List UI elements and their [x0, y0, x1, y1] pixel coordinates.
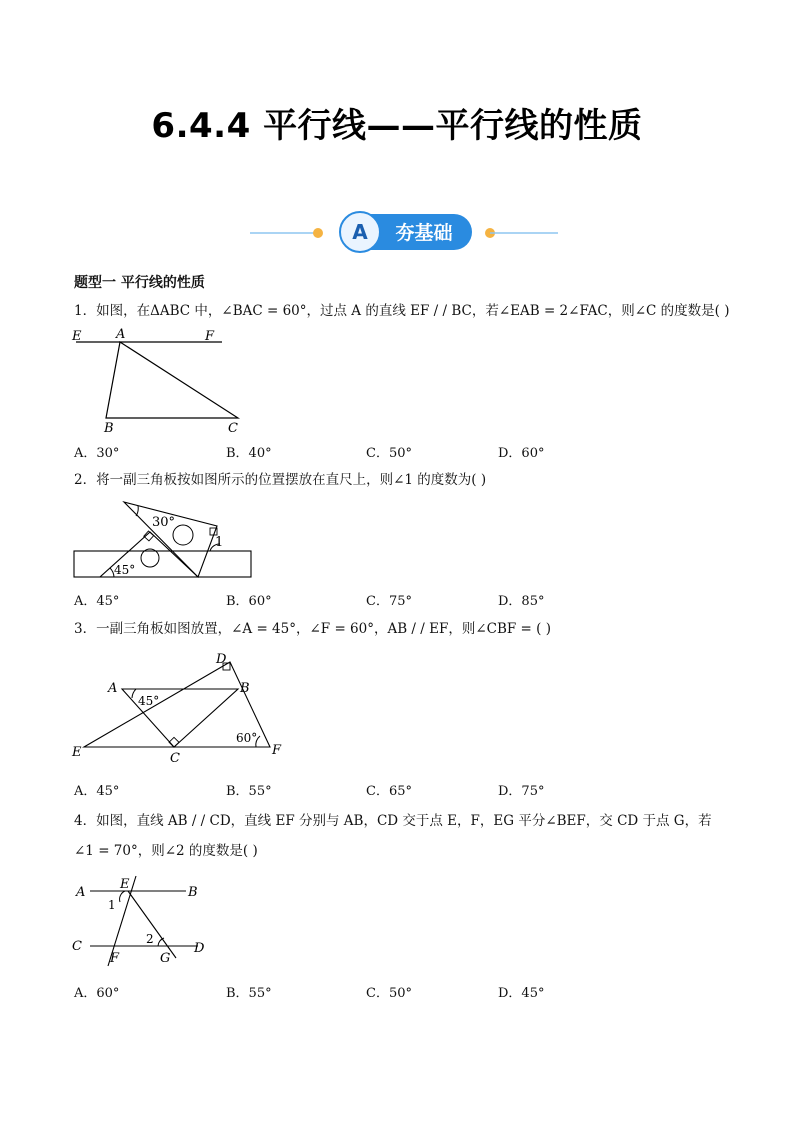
- svg-text:A: A: [116, 327, 126, 342]
- option-d[interactable]: D．60°: [498, 446, 545, 461]
- question-3-figure: [70, 648, 290, 770]
- option-c[interactable]: C．65°: [366, 784, 412, 799]
- option-b[interactable]: B．55°: [226, 784, 272, 799]
- option-d[interactable]: D．45°: [498, 986, 545, 1001]
- option-c[interactable]: C．75°: [366, 594, 412, 609]
- svg-text:G: G: [160, 951, 171, 966]
- dot-left-icon: [313, 228, 323, 238]
- option-b[interactable]: B．55°: [226, 986, 272, 1001]
- question-1-text: 1．如图，在ΔABC 中，∠BAC = 60°，过点 A 的直线 EF / / BC，若∠EAB = 2∠FAC，则∠C 的度数是( ): [74, 303, 730, 319]
- svg-text:B: B: [188, 885, 198, 900]
- svg-text:C: C: [170, 751, 180, 766]
- option-d[interactable]: D．75°: [498, 784, 545, 799]
- question-2-figure: [70, 496, 260, 582]
- svg-text:45°: 45°: [114, 563, 136, 577]
- svg-text:2: 2: [146, 932, 154, 946]
- svg-text:60°: 60°: [236, 731, 258, 745]
- question-1-figure: [70, 326, 250, 436]
- page-title: 6.4.4 平行线——平行线的性质: [151, 106, 643, 146]
- section-heading: 题型一 平行线的性质: [74, 275, 205, 291]
- svg-text:E: E: [72, 329, 82, 344]
- banner-label: 夯基础: [395, 222, 453, 244]
- svg-text:F: F: [272, 743, 282, 758]
- svg-text:B: B: [240, 681, 250, 696]
- option-d[interactable]: D．85°: [498, 594, 545, 609]
- option-a[interactable]: A．45°: [74, 594, 120, 609]
- svg-text:E: E: [72, 745, 82, 760]
- question-2-text: 2．将一副三角板按如图所示的位置摆放在直尺上，则∠1 的度数为( ): [74, 472, 487, 488]
- svg-text:B: B: [104, 421, 114, 436]
- option-a[interactable]: A．60°: [74, 986, 120, 1001]
- banner-letter: A: [352, 220, 368, 244]
- question-4-text-line-2: ∠1 = 70°，则∠2 的度数是( ): [74, 843, 258, 859]
- option-c[interactable]: C．50°: [366, 446, 412, 461]
- option-a[interactable]: A．30°: [74, 446, 120, 461]
- option-c[interactable]: C．50°: [366, 986, 412, 1001]
- question-4-text-line-1: 4．如图，直线 AB / / CD，直线 EF 分别与 AB，CD 交于点 E，F，EG 平分∠BEF，交 CD 于点 G，若: [74, 813, 712, 829]
- svg-text:E: E: [120, 877, 130, 892]
- question-3-text: 3．一副三角板如图放置，∠A = 45°，∠F = 60°，AB / / EF，则∠CBF = ( ): [74, 621, 551, 637]
- section-banner: [240, 210, 560, 256]
- svg-text:30°: 30°: [152, 515, 176, 530]
- option-b[interactable]: B．60°: [226, 594, 272, 609]
- option-a[interactable]: A．45°: [74, 784, 120, 799]
- svg-text:45°: 45°: [138, 694, 160, 708]
- question-4-figure: [70, 872, 210, 968]
- svg-text:1: 1: [108, 898, 116, 912]
- svg-text:D: D: [216, 652, 227, 667]
- option-b[interactable]: B．40°: [226, 446, 272, 461]
- svg-text:F: F: [110, 951, 120, 966]
- svg-text:A: A: [76, 885, 86, 900]
- svg-text:C: C: [228, 421, 238, 436]
- svg-text:D: D: [194, 941, 205, 956]
- svg-text:A: A: [108, 681, 118, 696]
- svg-text:1: 1: [215, 535, 224, 550]
- svg-text:F: F: [205, 329, 215, 344]
- svg-text:C: C: [72, 939, 82, 954]
